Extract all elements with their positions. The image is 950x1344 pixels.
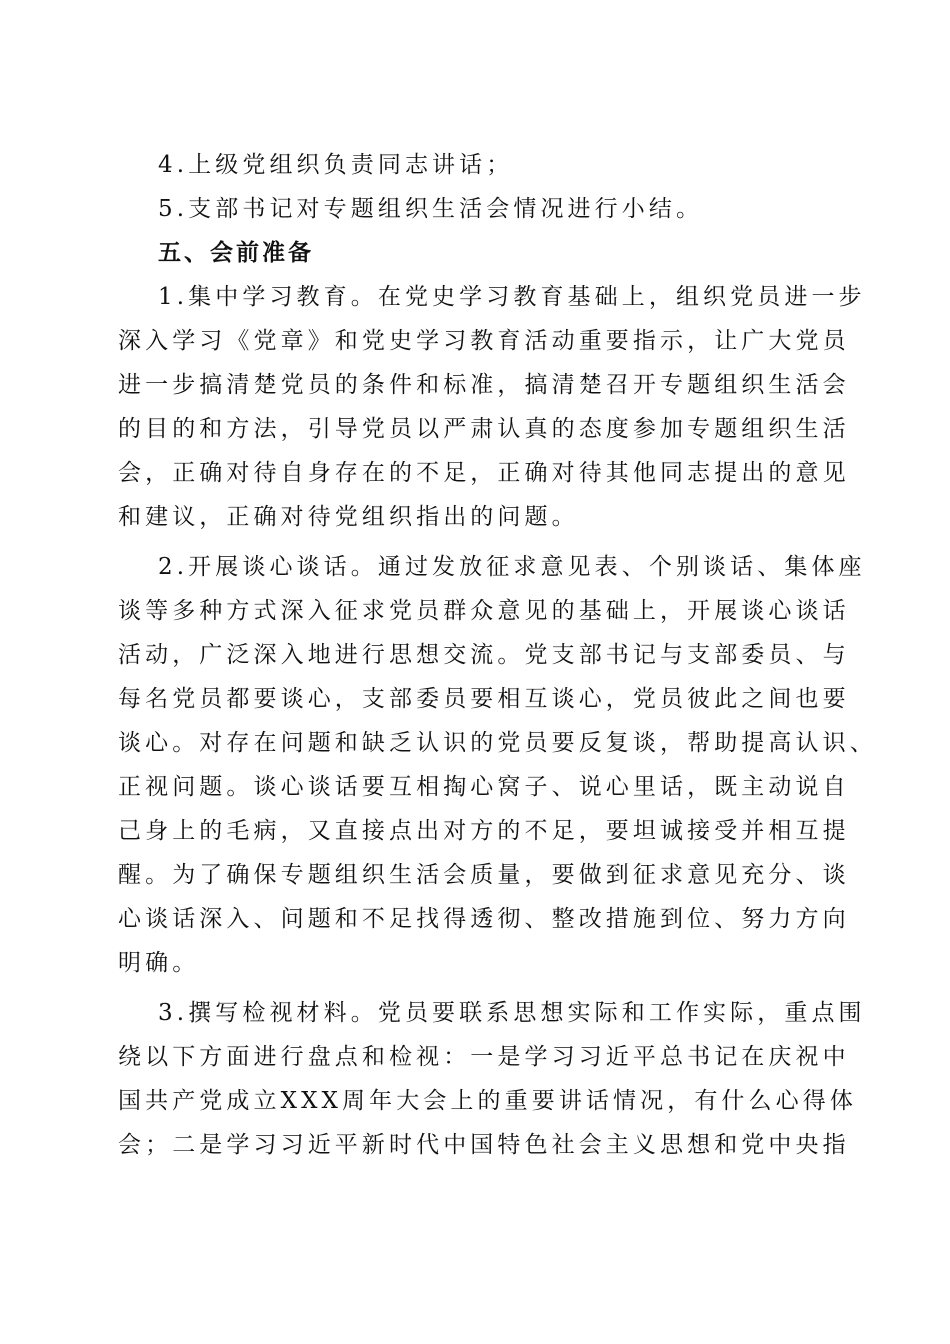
paragraph-2 <box>118 545 877 985</box>
paragraph-line: 活动，广泛深入地进行思想交流。党支部书记与支部委员、与 <box>118 642 850 668</box>
paragraph-line: 会，正确对待自身存在的不足，正确对待其他同志提出的意见 <box>118 460 850 486</box>
paragraph-line: 深入学习《党章》和党史学习教育活动重要指示，让广大党员 <box>118 328 850 354</box>
paragraph-line: 2.开展谈心谈话。通过发放征求意见表、个别谈话、集体座 <box>158 554 866 580</box>
paragraph-line: 醒。为了确保专题组织生活会质量，要做到征求意见充分、谈 <box>118 862 850 888</box>
paragraph-3 <box>118 991 866 1167</box>
list-item-4: 4.上级党组织负责同志讲话； <box>158 152 514 178</box>
paragraph-line: 每名党员都要谈心，支部委员要相互谈心，党员彼此之间也要 <box>118 686 850 712</box>
paragraph-line: 3.撰写检视材料。党员要联系思想实际和工作实际，重点围 <box>158 1000 866 1026</box>
list-item-5: 5.支部书记对专题组织生活会情况进行小结。 <box>158 196 704 222</box>
paragraph-line: 谈等多种方式深入征求党员群众意见的基础上，开展谈心谈话 <box>118 598 850 624</box>
paragraph-line: 心谈话深入、问题和不足找得透彻、整改措施到位、努力方向 <box>118 906 850 932</box>
paragraph-line: 绕以下方面进行盘点和检视：一是学习习近平总书记在庆祝中 <box>118 1044 850 1070</box>
paragraph-line: 会；二是学习习近平新时代中国特色社会主义思想和党中央指 <box>118 1132 850 1158</box>
paragraph-line: 的目的和方法，引导党员以严肃认真的态度参加专题组织生活 <box>118 416 850 442</box>
paragraph-line: 国共产党成立XXX周年大会上的重要讲话情况，有什么心得体 <box>118 1088 857 1114</box>
paragraph-line: 正视问题。谈心谈话要互相掏心窝子、说心里话，既主动说自 <box>118 774 850 800</box>
paragraph-line: 1.集中学习教育。在党史学习教育基础上，组织党员进一步 <box>158 284 866 310</box>
paragraph-line: 进一步搞清楚党员的条件和标准，搞清楚召开专题组织生活会 <box>118 372 850 398</box>
paragraph-line: 明确。 <box>118 950 200 976</box>
paragraph-line: 己身上的毛病，又直接点出对方的不足，要坦诚接受并相互提 <box>118 818 850 844</box>
section-heading: 五、会前准备 <box>158 240 314 266</box>
document-body <box>118 143 877 1167</box>
paragraph-line: 谈心。对存在问题和缺乏认识的党员要反复谈，帮助提高认识、 <box>118 730 877 756</box>
paragraph-1 <box>118 275 866 539</box>
paragraph-line: 和建议，正确对待党组织指出的问题。 <box>118 504 579 530</box>
